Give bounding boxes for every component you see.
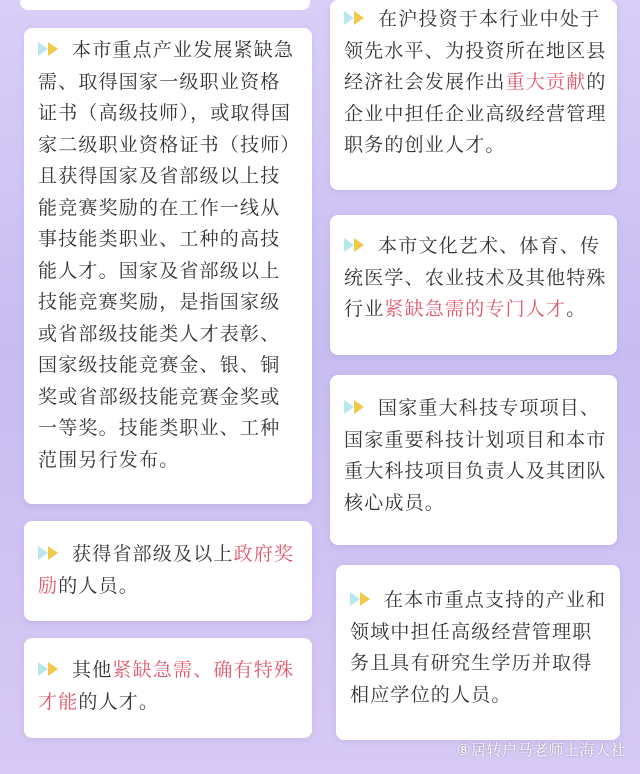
criteria-card-entrepreneur [330,0,617,190]
body-text: 在本市重点支持的产业和领域中担任高级经营管理职务且具有研究生学历并取得相应学位的人员。 [350,589,607,706]
arrow-bullet-icon [344,399,368,415]
criteria-text [38,539,300,602]
watermark: ⑧居转户马老师上海人社 [457,741,626,759]
criteria-card-culture-special [330,215,617,355]
criteria-card-special-talent [24,638,312,738]
criteria-text [38,35,300,476]
highlighted-text: 政府奖励 [38,543,295,597]
body-text: 其他 [72,659,113,681]
body-text: 在沪投资于本行业中处于领先水平、为投资所在地区县经济社会发展作出 [344,8,607,93]
criteria-text [38,655,300,718]
body-text: 本市文化艺术、体育、传统医学、农业技术及其他特殊行业 [344,235,607,320]
criteria-card-research-lead [330,375,617,545]
arrow-bullet-icon [38,545,62,561]
criteria-text [350,585,610,711]
arrow-bullet-icon [350,591,374,607]
highlighted-text: 紧缺急需、确有特殊才能 [38,659,295,713]
criteria-text [344,393,607,519]
highlighted-text: 紧缺急需的专门人才 [384,298,567,320]
criteria-card-skilled-talent [24,28,312,504]
body-text: 获得省部级及以上 [72,543,234,565]
arrow-bullet-icon [38,661,62,677]
body-text: 国家重大科技专项项目、国家重要科技计划项目和本市重大科技项目负责人及其团队核心成员。 [344,397,607,514]
body-text: 的人才。 [78,690,160,713]
body-text: 的人员。 [58,574,140,597]
arrow-bullet-icon [344,237,368,253]
criteria-card-graduate-manager [336,565,620,740]
body-text: 本市重点产业发展紧缺急需、取得国家一级职业资格证书（高级技师），或取得国家二级职业资格证书（技师）且获得国家及省部级以上技能竞赛奖励的在工作一线从事技能类职业、工种的高技能人才。国家及省部级以上技能竞赛奖励，是指国家级或省部级技能类人才表彰、国家级技能竞赛金、银、铜奖或省部级技能竞赛金奖或一等奖。技能类职业、工种范围另行发布。 [38,39,295,471]
criteria-text [344,231,607,326]
highlighted-text: 重大贡献 [505,71,587,93]
previous-card-bottom-left [20,0,310,10]
body-text: 的企业中担任企业高级经营管理职务的创业人才。 [344,71,607,156]
arrow-bullet-icon [38,41,62,57]
arrow-bullet-icon [344,10,368,26]
criteria-card-government-award [24,521,312,621]
body-text: 。 [566,298,587,320]
criteria-text [344,4,607,162]
